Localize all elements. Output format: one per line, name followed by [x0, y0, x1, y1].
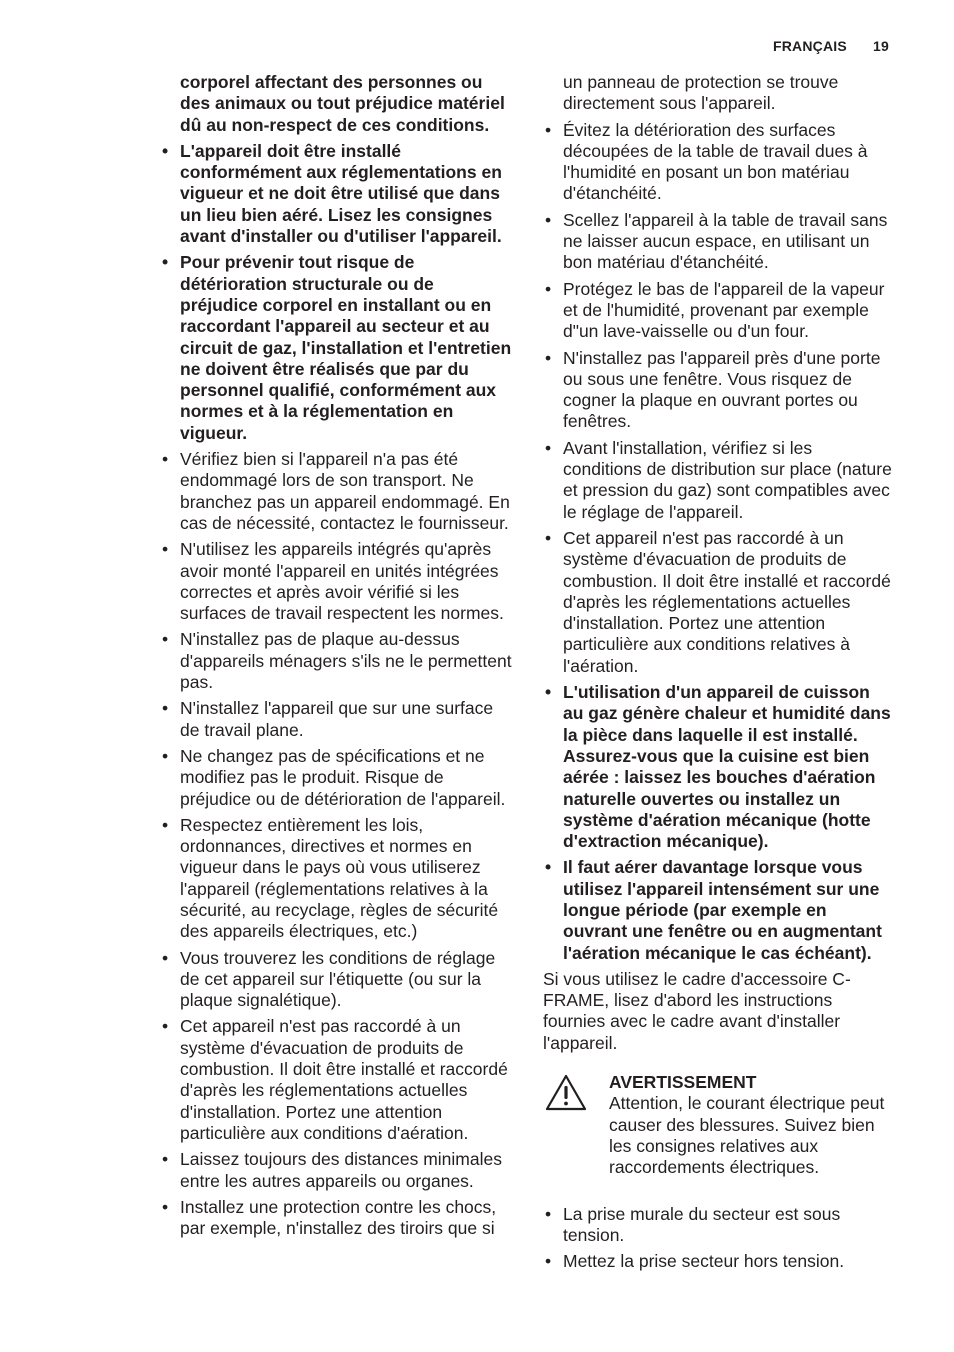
lead-continuation-text: corporel affectant des personnes ou des animaux ou tout préjudice matériel dû au non-respect de ces conditions. — [180, 72, 505, 135]
list-item: • Respectez entièrement les lois, ordonnances, directives et normes en vigueur dans le pays où vous utiliserez l'appareil (réglementations relatives à la sécurité, au recyclage, règles de sécurité des appareils électriques, etc.) — [162, 814, 499, 942]
safety-list-left — [160, 141, 515, 1240]
list-item: • N'installez pas de plaque au-dessus d'appareils ménagers s'ils ne le permettent pas. — [162, 629, 512, 693]
list-item: • N'installez l'appareil que sur une surface de travail plane. — [162, 698, 494, 740]
right-column — [543, 72, 895, 1277]
bullet-icon: • — [545, 209, 552, 230]
bullet-icon: • — [162, 698, 169, 719]
list-item: • Installez une protection contre les chocs, par exemple, n'installez des tiroirs que si — [162, 1196, 497, 1239]
bullet-icon: • — [162, 1016, 169, 1037]
list-item: • La prise murale du secteur est sous tension. — [545, 1203, 841, 1245]
warning-message: Attention, le courant électrique peut causer des blessures. Suivez bien les consignes relatives aux raccordements électriques. — [609, 1093, 885, 1178]
bullet-icon: • — [162, 539, 169, 560]
list-item: • Mettez la prise secteur hors tension. — [545, 1251, 845, 1272]
bullet-icon: • — [162, 1196, 169, 1217]
list-item: • Évitez la détérioration des surfaces découpées de la table de travail dues à l'humidité en posant un bon matériau d'étanchéité. — [545, 119, 868, 204]
lead-continuation-text: un panneau de protection se trouve directement sous l'appareil. — [563, 72, 839, 114]
warning-triangle-icon — [545, 1074, 587, 1112]
list-item: • L'utilisation d'un appareil de cuisson au gaz génère chaleur et humidité dans la pièce dans laquelle il est installé. Assurez-vous que la cuisine est bien aérée : laissez les bouches d'aération naturelle ouvertes ou installez un système d'aération mécanique (hotte d'extraction mécanique). — [545, 682, 891, 852]
list-item: • Il faut aérer davantage lorsque vous utilisez l'appareil intensément sur une longue période (par exemple en ouvrant une fenêtre ou en augmentant l'aération mécanique le cas échéant). — [545, 857, 882, 963]
list-item: • N'installez pas l'appareil près d'une porte ou sous une fenêtre. Vous risquez de cogner la plaque en ouvrant portes ou fenêtres. — [545, 347, 881, 432]
bullet-icon: • — [545, 278, 552, 299]
list-item: • Laissez toujours des distances minimales entre les autres appareils ou organes. — [162, 1149, 502, 1191]
bullet-icon: • — [162, 629, 169, 650]
page-header — [773, 38, 889, 54]
warning-box — [543, 1072, 895, 1178]
list-item: • N'utilisez les appareils intégrés qu'après avoir monté l'appareil en unités intégrées correctes et après avoir vérifié si les surfaces de travail respectent les normes. — [162, 539, 504, 624]
language-label: FRANÇAIS — [772, 38, 847, 54]
bullet-icon: • — [162, 252, 169, 273]
list-item: • Avant l'installation, vérifiez si les conditions de distribution sur place (nature et pression du gaz) sont compatibles avec le réglage de l'appareil. — [545, 437, 892, 522]
bullet-icon: • — [162, 745, 169, 766]
left-column — [160, 72, 515, 1244]
list-item: • Scellez l'appareil à la table de travail sans ne laisser aucun espace, en utilisant un bon matériau d'étanchéité. — [545, 209, 888, 273]
list-item: • Ne changez pas de spécifications et ne modifiez pas le produit. Risque de préjudice ou de détérioration de l'appareil. — [162, 745, 506, 809]
list-item: • Protégez le bas de l'appareil de la vapeur et de l'humidité, provenant par exemple d"un lave-vaisselle ou d'un four. — [545, 278, 885, 342]
bullet-icon: • — [545, 119, 552, 140]
safety-list-right — [543, 120, 895, 964]
bullet-icon: • — [545, 857, 552, 878]
bullet-icon: • — [545, 527, 552, 548]
list-item: • Vous trouverez les conditions de réglage de cet appareil sur l'étiquette (ou sur la plaque signalétique). — [162, 947, 496, 1011]
electrical-list — [543, 1204, 895, 1273]
list-item: • Pour prévenir tout risque de détérioration structurale ou de préjudice corporel en installant ou en raccordant l'appareil au secteur et au circuit de gaz, l'installation et l'entretien ne doivent être réalisés que par du personnel qualifié, conformément aux normes et à la réglementation en vigueur. — [162, 252, 512, 443]
list-item: • Cet appareil n'est pas raccordé à un système d'évacuation de produits de combustion. Il doit être installé et raccordé d'après les réglementations actuelles d'installation. Portez une attention particulière aux conditions d'aération. — [162, 1016, 508, 1143]
list-item: • Vérifiez bien si l'appareil n'a pas été endommagé lors de son transport. Ne branchez pas un appareil endommagé. En cas de nécessité, contactez le fournisseur. — [162, 449, 510, 533]
bullet-icon: • — [545, 1251, 552, 1272]
list-item: • L'appareil doit être installé conformément aux réglementations en vigueur et ne doit être utilisé que dans un lieu bien aéré. Lisez les consignes avant d'installer ou d'utiliser l'appareil. — [162, 140, 502, 247]
bullet-icon: • — [545, 1203, 552, 1224]
bullet-icon: • — [545, 347, 552, 368]
bullet-icon: • — [162, 947, 169, 968]
bullet-icon: • — [162, 140, 169, 161]
bullet-icon: • — [545, 437, 552, 458]
warning-title: AVERTISSEMENT — [609, 1072, 757, 1093]
list-item: • Cet appareil n'est pas raccordé à un système d'évacuation de produits de combustion. Il doit être installé et raccordé d'après les réglementations actuelles d'installation. Portez une attention particulière aux conditions relatives à l'aération. — [545, 527, 891, 676]
bullet-icon: • — [162, 814, 169, 835]
bullet-icon: • — [162, 1149, 169, 1170]
bullet-icon: • — [545, 682, 552, 703]
warning-text-block — [609, 1072, 895, 1178]
bullet-icon: • — [162, 449, 169, 470]
page-number: 19 — [873, 38, 889, 54]
c-frame-paragraph: Si vous utilisez le cadre d'accessoire C-FRAME, lisez d'abord les instructions fournies avec le cadre avant d'installer l'appareil. — [543, 968, 851, 1053]
